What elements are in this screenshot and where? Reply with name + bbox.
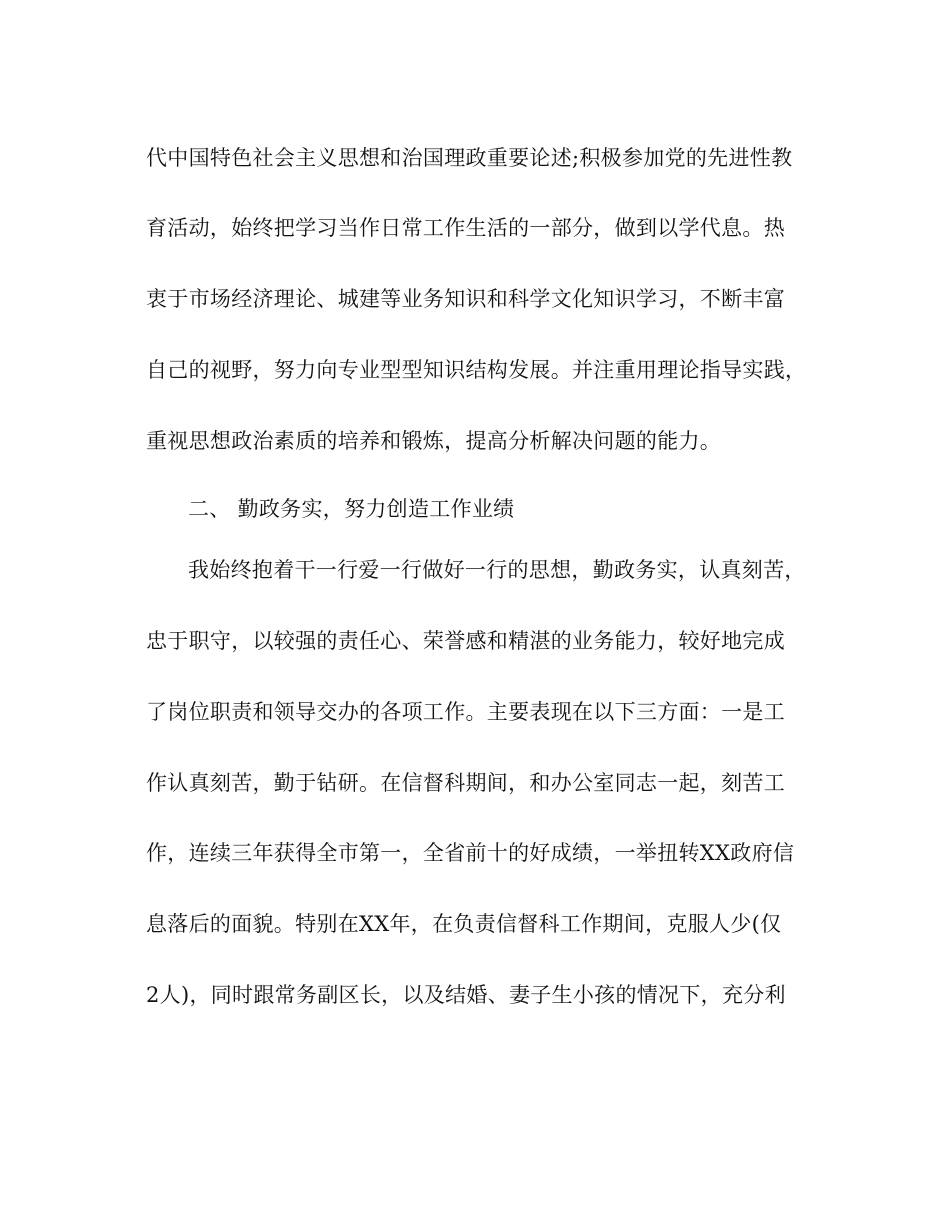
paragraph-line-2: 育活动，始终把学习当作日常工作生活的一部分，做到以学代息。热 xyxy=(146,216,785,240)
paragraph-line-4: 自己的视野，努力向专业型型知识结构发展。并注重用理论指导实践， xyxy=(146,358,807,382)
paragraph-line-8: 了岗位职责和领导交办的各项工作。主要表现在以下三方面：一是工 xyxy=(146,700,785,724)
section-heading: 二、 勤政务实，努力创造工作业绩 xyxy=(188,497,515,521)
paragraph-line-5: 重视思想政治素质的培养和锻炼，提高分析解决问题的能力。 xyxy=(146,429,722,453)
paragraph-line-11: 息落后的面貌。特别在XX年，在负责信督科工作期间，克服人少(仅 xyxy=(146,912,782,936)
paragraph-line-12: 2人)，同时跟常务副区长，以及结婚、妻子生小孩的情况下，充分利 xyxy=(146,983,786,1007)
paragraph-line-6: 我始终抱着干一行爱一行做好一行的思想，勤政务实，认真刻苦， xyxy=(188,558,806,582)
paragraph-line-10: 作，连续三年获得全市第一，全省前十的好成绩，一举扭转XX政府信 xyxy=(146,841,795,865)
paragraph-line-7: 忠于职守，以较强的责任心、荣誉感和精湛的业务能力，较好地完成 xyxy=(146,629,785,653)
paragraph-line-9: 作认真刻苦，勤于钻研。在信督科期间，和办公室同志一起，刻苦工 xyxy=(146,771,785,795)
paragraph-line-1: 代中国特色社会主义思想和治国理政重要论述;积极参加党的先进性教 xyxy=(146,146,793,170)
paragraph-line-3: 衷于市场经济理论、城建等业务知识和科学文化知识学习，不断丰富 xyxy=(146,287,785,311)
